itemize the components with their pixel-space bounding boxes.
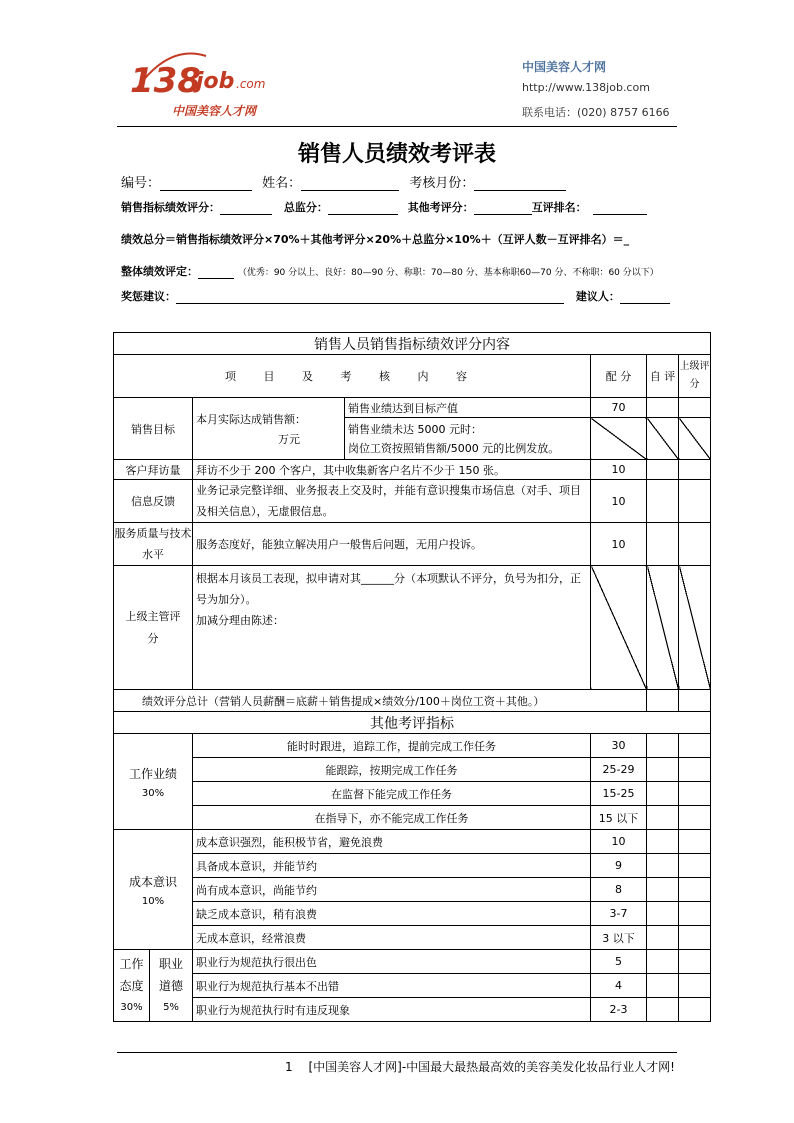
cost-row-text: 尚有成本意识，尚能节约: [193, 878, 591, 902]
supervisor-self-slash: [647, 566, 679, 690]
visits-label: 客户拜访量: [114, 460, 193, 480]
supervisor-label: 上级主管评分: [114, 566, 193, 690]
cost-row-text: 缺乏成本意识，稍有浪费: [193, 902, 591, 926]
cost-row-score: 10: [591, 830, 647, 854]
total-label: 绩效评分总计（营销人员薪酬＝底薪＋销售提成×绩效分/100＋岗位工资＋其他。）: [114, 690, 647, 712]
cost-row-score: 3 以下: [591, 926, 647, 950]
cost-row-superior[interactable]: [679, 926, 711, 950]
cost-row-text: 无成本意识，经常浪费: [193, 926, 591, 950]
supervisor-content-cell: [193, 566, 591, 690]
other-score-field[interactable]: [474, 200, 532, 215]
logo-cn-text: 中国美容人才网: [172, 104, 257, 118]
feedback-superior[interactable]: [679, 480, 711, 523]
work-row-text: 能跟踪，按期完成工作任务: [193, 758, 591, 782]
work-row-superior[interactable]: [679, 782, 711, 806]
cost-row-score: 3-7: [591, 902, 647, 926]
overall-row: [121, 263, 659, 279]
suggester-label: 建议人：: [575, 290, 620, 303]
visits-superior[interactable]: [679, 460, 711, 480]
page-number: 1: [285, 1060, 293, 1074]
feedback-self[interactable]: [647, 480, 679, 523]
reward-field[interactable]: [176, 289, 564, 304]
cost-row-self[interactable]: [647, 902, 679, 926]
attitude-row-score: 5: [591, 950, 647, 974]
target-not-reached-line2: 岗位工资按照销售额/5000 元的比例发放。: [348, 441, 560, 455]
attitude-row-score: 4: [591, 974, 647, 998]
attitude-row-self[interactable]: [647, 998, 679, 1022]
attitude-row-score: 2-3: [591, 998, 647, 1022]
supervisor-content: 根据本月该员工表现，拟申请对其______分（本项默认不评分，负号为扣分，正号为加分）。: [196, 572, 581, 606]
cost-row-self[interactable]: [647, 854, 679, 878]
header-score: 配 分: [591, 355, 647, 398]
cost-row-superior[interactable]: [679, 830, 711, 854]
work-row-text: 在指导下，亦不能完成工作任务: [193, 806, 591, 830]
attitude-row-text: 职业行为规范执行时有违反现象: [193, 998, 591, 1022]
work-row-superior[interactable]: [679, 806, 711, 830]
attitude-row-text: 职业行为规范执行很出色: [193, 950, 591, 974]
name-field[interactable]: [301, 176, 399, 191]
footer-text: [中国美容人才网]-中国最大最热最高效的美容美发化妆品行业人才网!: [308, 1060, 675, 1074]
work-row-score: 30: [591, 734, 647, 758]
header-item: 项 目 及 考 核 内 容: [114, 355, 591, 398]
logo: [128, 44, 288, 124]
target-not-reached-superior-slash: [679, 418, 711, 460]
header-self: 自 评: [647, 355, 679, 398]
cost-row-superior[interactable]: [679, 878, 711, 902]
other-score-label: 其他考评分：: [407, 201, 474, 214]
number-field[interactable]: [160, 176, 252, 191]
cost-row-score: 8: [591, 878, 647, 902]
header-superior: 上级评分: [679, 355, 711, 398]
logo-com: .com: [236, 77, 266, 91]
supervisor-score-slash: [591, 566, 647, 690]
work-weight: 30%: [141, 787, 165, 799]
work-row-score: 15-25: [591, 782, 647, 806]
footer-divider: [117, 1052, 677, 1053]
target-not-reached-self-slash: [647, 418, 679, 460]
ethics-label-cell: [150, 950, 193, 1022]
work-row-superior[interactable]: [679, 734, 711, 758]
page-title: 销售人员绩效考评表: [297, 141, 496, 167]
attitude-row-self[interactable]: [647, 974, 679, 998]
cost-row-text: 具备成本意识，并能节约: [193, 854, 591, 878]
work-row-self[interactable]: [647, 734, 679, 758]
cost-row-self[interactable]: [647, 926, 679, 950]
target-not-reached-cell: [345, 418, 591, 460]
actual-sales-unit: 万元: [278, 432, 300, 446]
visits-score: 10: [591, 460, 647, 480]
service-content: 服务态度好，能独立解决用户一般售后问题，无用户投诉。: [193, 523, 591, 566]
target-not-reached-line1: 销售业绩未达 5000 元时：: [348, 422, 482, 436]
supervisor-reason-label: 加减分理由陈述：: [196, 614, 284, 627]
target-reached-self[interactable]: [647, 398, 679, 418]
cost-label-cell: [114, 830, 193, 950]
work-row-self[interactable]: [647, 782, 679, 806]
logo-job: job: [196, 69, 235, 94]
info-row: [121, 172, 566, 191]
visits-content: 拜访不少于 200 个客户，其中收集新客户名片不少于 150 张。: [193, 460, 591, 480]
visits-self[interactable]: [647, 460, 679, 480]
supervisor-superior-slash: [679, 566, 711, 690]
evaluation-table: [113, 332, 711, 1022]
cost-row-superior[interactable]: [679, 902, 711, 926]
supervisor-score-label: 总监分：: [283, 201, 328, 214]
work-row-score: 15 以下: [591, 806, 647, 830]
overall-field[interactable]: [198, 264, 234, 279]
cost-row-superior[interactable]: [679, 854, 711, 878]
peer-rank-field[interactable]: [593, 200, 647, 215]
attitude-weight: 30%: [120, 1001, 143, 1013]
feedback-score: 10: [591, 480, 647, 523]
sales-target-label: 销售目标: [114, 398, 193, 460]
work-row-superior[interactable]: [679, 758, 711, 782]
overall-label: 整体绩效评定：: [121, 265, 198, 278]
work-row-text: 能时时跟进，追踪工作，提前完成工作任务: [193, 734, 591, 758]
target-reached-text: 销售业绩达到目标产值: [345, 398, 591, 418]
attitude-row-superior[interactable]: [679, 998, 711, 1022]
month-label: 考核月份：: [409, 176, 475, 191]
target-not-reached-score-slash: [591, 418, 647, 460]
site-url[interactable]: http://www.138job.com: [522, 81, 650, 94]
target-reached-superior[interactable]: [679, 398, 711, 418]
scores-row: [121, 199, 647, 215]
sales-score-field[interactable]: [220, 200, 272, 215]
attitude-row-superior[interactable]: [679, 950, 711, 974]
other-section-title: 其他考评指标: [114, 712, 711, 734]
work-row-score: 25-29: [591, 758, 647, 782]
supervisor-score-field[interactable]: [328, 200, 398, 215]
cost-row-text: 成本意识强烈，能积极节省，避免浪费: [193, 830, 591, 854]
ethics-weight: 5%: [163, 1001, 179, 1013]
attitude-row-text: 职业行为规范执行基本不出错: [193, 974, 591, 998]
actual-sales-cell: [193, 398, 345, 460]
service-score: 10: [591, 523, 647, 566]
ethics-label: 职业道德: [158, 956, 183, 993]
formula: 绩效总分＝销售指标绩效评分×70%＋其他考评分×20%＋总监分×10%＋（互评人数－互评排名）＝_: [121, 233, 630, 246]
number-label: 编号：: [121, 176, 161, 191]
cost-row-score: 9: [591, 854, 647, 878]
attitude-label-cell: [114, 950, 150, 1022]
cost-label: 成本意识: [128, 874, 177, 889]
attitude-label: 工作态度: [119, 956, 144, 993]
name-label: 姓名：: [262, 176, 302, 191]
reward-label: 奖惩建议：: [121, 290, 176, 303]
reward-row: [121, 288, 670, 304]
work-row-text: 在监督下能完成工作任务: [193, 782, 591, 806]
work-label: 工作业绩: [128, 766, 177, 781]
total-self[interactable]: [647, 690, 679, 712]
service-label: 服务质量与技术水平: [114, 523, 193, 566]
peer-rank-label: 互评排名：: [531, 201, 587, 214]
header-divider: [117, 126, 677, 127]
sales-score-label: 销售指标绩效评分：: [121, 201, 220, 214]
feedback-label: 信息反馈: [114, 480, 193, 523]
target-reached-score: 70: [591, 398, 647, 418]
site-name: 中国美容人才网: [522, 60, 607, 74]
sales-section-title: 销售人员销售指标绩效评分内容: [114, 333, 711, 355]
month-field[interactable]: [474, 176, 566, 191]
attitude-row-self[interactable]: [647, 950, 679, 974]
cost-row-self[interactable]: [647, 830, 679, 854]
feedback-content: 业务记录完整详细、业务报表上交及时，并能有意识搜集市场信息（对手、项目及相关信息），无虚假信息。: [193, 480, 591, 523]
cost-weight: 10%: [141, 895, 165, 907]
suggester-field[interactable]: [620, 289, 670, 304]
service-superior[interactable]: [679, 523, 711, 566]
work-row-self[interactable]: [647, 806, 679, 830]
cost-row-self[interactable]: [647, 878, 679, 902]
site-phone: 联系电话：(020) 8757 6166: [522, 106, 670, 119]
actual-sales-label: 本月实际达成销售额：: [196, 412, 306, 426]
service-self[interactable]: [647, 523, 679, 566]
logo-number: 138: [130, 61, 201, 101]
overall-note: （优秀：90 分以上、良好：80—90 分、称职：70—80 分、基本称职60—70 分、不称职：60 分以下）: [237, 268, 659, 278]
work-row-self[interactable]: [647, 758, 679, 782]
work-label-cell: [114, 734, 193, 830]
total-superior[interactable]: [679, 690, 711, 712]
attitude-row-superior[interactable]: [679, 974, 711, 998]
footer: [285, 1058, 675, 1075]
